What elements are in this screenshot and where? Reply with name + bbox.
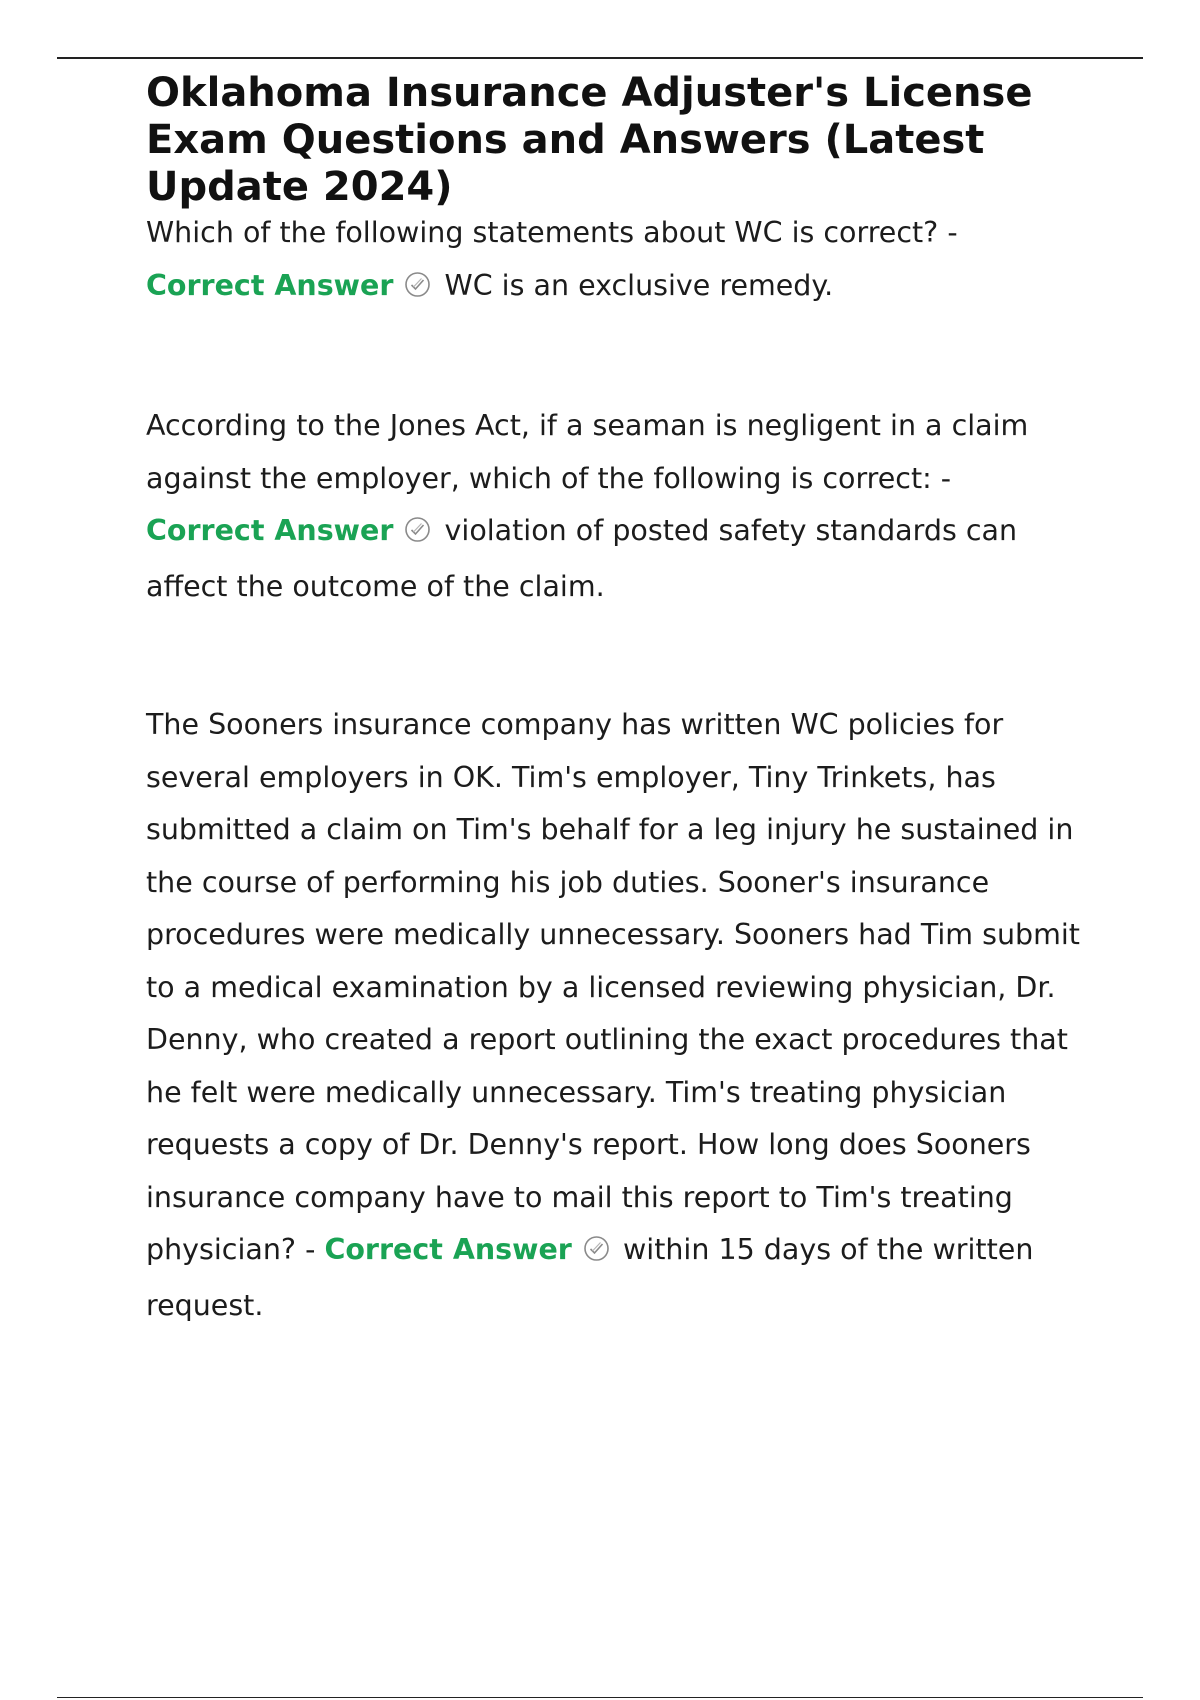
- qa-item-3: [146, 699, 1086, 1332]
- question-text: The Sooners insurance company has written WC policies for several employers in OK. Tim's employer, Tiny Trinkets, has submitted a claim on Tim's behalf for a leg injury he sustained in the course of performing his job duties. Sooner's insurance procedures were medically unnecessary. Sooners had Tim submit to a medical examination by a licensed reviewing physician, Dr. Denny, who created a report outlining the exact procedures that he felt were medically unnecessary. Tim's treating physician requests a copy of Dr. Denny's report. How long does Sooners insurance company have to mail this report to Tim's treating physician? -: [146, 708, 1080, 1266]
- top-rule: [57, 57, 1143, 59]
- check-circle-icon: [583, 1227, 610, 1280]
- check-circle-icon: [404, 508, 431, 561]
- qa-item-1: [146, 206, 1086, 315]
- question-text: Which of the following statements about WC is correct? -: [146, 216, 958, 249]
- document-body: [146, 70, 1086, 1332]
- correct-answer-label: Correct Answer: [146, 269, 394, 302]
- check-circle-icon: [404, 262, 431, 315]
- qa-item-2: [146, 400, 1086, 613]
- correct-answer-label: Correct Answer: [324, 1233, 572, 1266]
- bottom-rule: [57, 1697, 1143, 1698]
- page-title: Oklahoma Insurance Adjuster's License Exam Questions and Answers (Latest Update 2024): [146, 70, 1033, 210]
- correct-answer-label: Correct Answer: [146, 514, 394, 547]
- answer-text: within 15 days of the written request.: [146, 1233, 1034, 1322]
- answer-text: violation of posted safety standards can affect the outcome of the claim.: [146, 514, 1018, 603]
- answer-text: WC is an exclusive remedy.: [444, 269, 834, 302]
- question-text: According to the Jones Act, if a seaman is negligent in a claim against the employer, which of the following is correct: -: [146, 409, 1029, 495]
